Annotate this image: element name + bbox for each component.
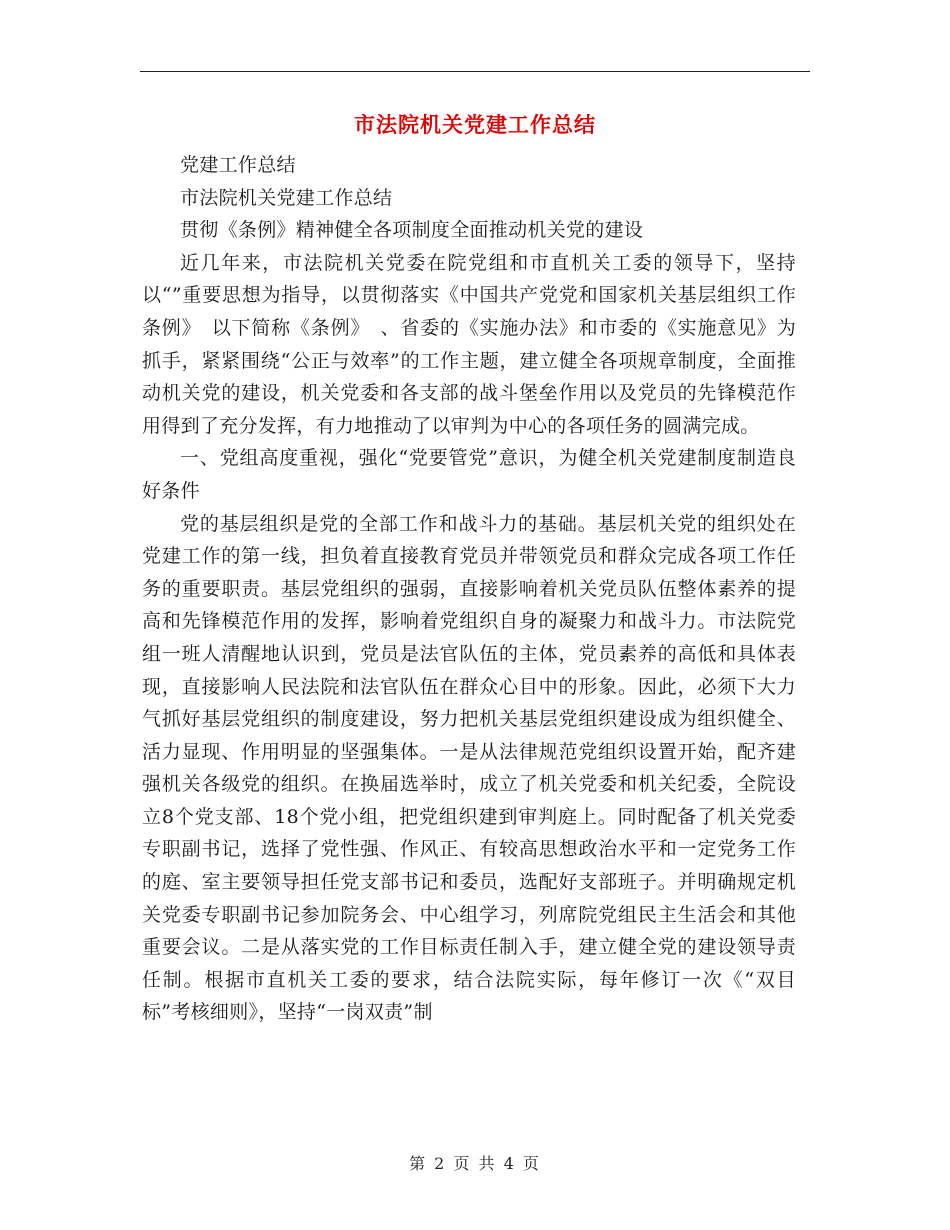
body-paragraph: 近几年来，市法院机关党委在院党组和市直机关工委的领导下，坚持以“”重要思想为指导，以贯彻落实《中国共产党党和国家机关基层组织工作条例》 以下简称《条例》 、省委的《实施办法》和市委的《实施意见》为抓手，紧紧围绕“公正与效率”的工作主题，建立健全各项规章制度，全面推动机关党的建设，机关党委和各支部的战斗堡垒作用以及党员的先锋模范作用得到了充分发挥，有力地推动了以审判为中心的各项任务的圆满完成。 <box>142 251 796 437</box>
document-body <box>142 149 796 1029</box>
body-paragraph: 党的基层组织是党的全部工作和战斗力的基础。基层机关党的组织处在党建工作的第一线，担负着直接教育党员并带领党员和群众完成各项工作任务的重要职责。基层党组织的强弱，直接影响着机关党员队伍整体素养的提高和先锋模范作用的发挥，影响着党组织自身的凝聚力和战斗力。市法院党组一班人清醒地认识到，党员是法官队伍的主体，党员素养的高低和具体表现，直接影响人民法院和法官队伍在群众心目中的形象。因此，必须下大力气抓好基层党组织的制度建设，努力把机关基层党组织建设成为组织健全、活力显现、作用明显的坚强集体。一是从法律规范党组织设置开始，配齐建强机关各级党的组织。在换届选举时，成立了机关党委和机关纪委，全院设立8个党支部、18个党小组，把党组织建到审判庭上。同时配备了机关党委专职副书记，选择了党性强、作风正、有较高思想政治水平和一定党务工作的庭、室主要领导担任党支部书记和委员，选配好支部班子。并明确规定机关党委专职副书记参加院务会、中心组学习，列席院党组民主生活会和其他重要会议。二是从落实党的工作目标责任制入手，建立健全党的建设领导责任制。根据市直机关工委的要求，结合法院实际，每年修订一次《“双目标”考核细则》，坚持“一岗双责”制 <box>142 512 796 1024</box>
page-number-footer: 第 2 页 共 4 页 <box>409 1154 541 1173</box>
header-rule <box>140 71 810 72</box>
body-paragraph: 市法院机关党建工作总结 <box>180 186 393 209</box>
document-title: 市法院机关党建工作总结 <box>354 112 596 137</box>
section-heading: 一、党组高度重视，强化“党要管党”意识，为健全机关党建制度制造良好条件 <box>142 447 796 502</box>
body-paragraph: 贯彻《条例》精神健全各项制度全面推动机关党的建设 <box>180 219 644 242</box>
body-paragraph: 党建工作总结 <box>180 154 296 176</box>
